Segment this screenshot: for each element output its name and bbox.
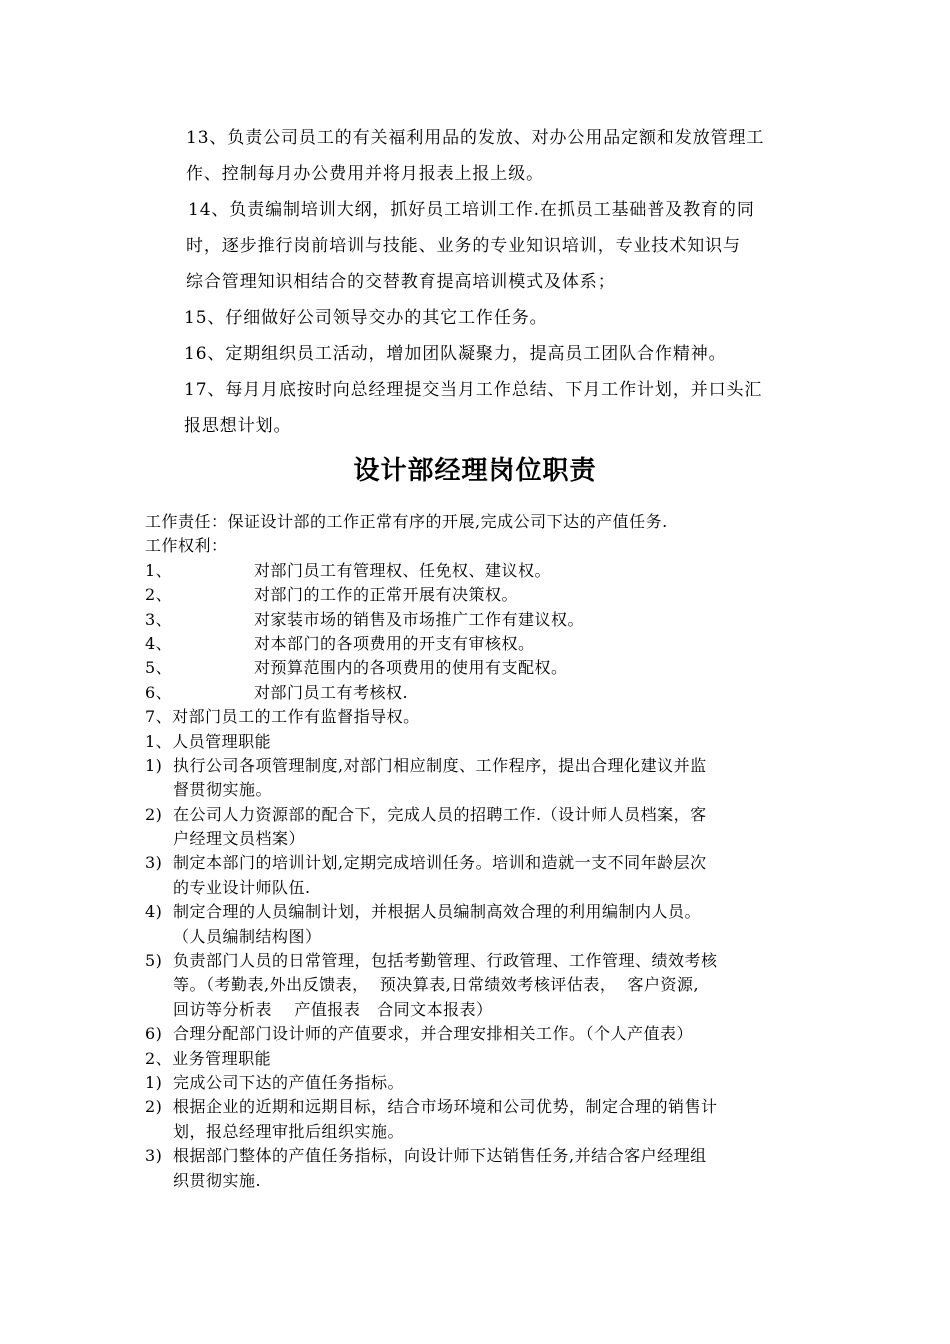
right-item-7: 7、对部门员工的工作有监督指导权。 (145, 707, 420, 727)
personnel-item-6: 6) 合理分配部门设计师的产值要求，并合理安排相关工作。（个人产值表） (145, 1024, 694, 1044)
personnel-section-title: 1、人员管理职能 (145, 731, 272, 751)
item-15: 15、仔细做好公司领导交办的其它工作任务。 (184, 308, 548, 328)
item-17 (0, 372, 950, 444)
item-17-line-2: 报思想计划。 (184, 416, 292, 436)
item-13-line-2: 作、控制每月办公费用并将月报表上报上级。 (186, 164, 544, 184)
personnel-item-4: 4) 制定合理的人员编制计划，并根据人员编制高效合理的利用编制内人员。 (145, 902, 702, 922)
right-item: 4、 对本部门的各项费用的开支有审核权。 (145, 633, 535, 653)
item-17-line-1: 17、每月月底按时向总经理提交当月工作总结、下月工作计划，并口头汇 (184, 380, 763, 400)
job-description (0, 510, 950, 1193)
right-item: 3、 对家装市场的销售及市场推广工作有建议权。 (145, 609, 585, 629)
right-item: 5、 对预算范围内的各项费用的使用有支配权。 (145, 658, 568, 678)
personnel-item-2-cont: 户经理文员档案） (173, 829, 306, 849)
item-16: 16、定期组织员工活动，增加团队凝聚力，提高员工团队合作精神。 (184, 344, 727, 364)
business-item-2: 2) 根据企业的近期和远期目标，结合市场环境和公司优势，制定合理的销售计 (145, 1097, 718, 1117)
business-item-3-cont: 织贯彻实施. (173, 1170, 262, 1190)
personnel-item-4-cont: （人员编制结构图） (173, 926, 322, 946)
personnel-item-3-cont: 的专业设计师队伍. (173, 877, 311, 897)
section-heading: 设计部经理岗位职责 (353, 456, 597, 486)
work-rights-label: 工作权利： (145, 536, 228, 556)
business-item-1: 1) 完成公司下达的产值任务指标。 (145, 1072, 405, 1092)
right-item: 1、 对部门员工有管理权、任免权、建议权。 (145, 560, 552, 580)
business-item-3: 3) 根据部门整体的产值任务指标，向设计师下达销售任务,并结合客户经理组 (145, 1146, 707, 1166)
item-14-line-3: 综合管理知识相结合的交替教育提高培训模式及体系； (186, 272, 616, 292)
personnel-item-1-cont: 督贯彻实施。 (173, 780, 273, 800)
item-13 (0, 120, 950, 192)
business-section-title: 2、业务管理职能 (145, 1048, 272, 1068)
personnel-item-5-cont: 回访等分析表 产值报表 合同文本报表） (173, 999, 493, 1019)
personnel-item-1: 1) 执行公司各项管理制度,对部门相应制度、工作程序，提出合理化建议并监 (145, 755, 707, 775)
right-item: 2、 对部门的工作的正常开展有决策权。 (145, 585, 519, 605)
item-14 (0, 192, 950, 300)
personnel-item-5: 5) 负责部门人员的日常管理，包括考勤管理、行政管理、工作管理、绩效考核 (145, 951, 718, 971)
personnel-item-2: 2) 在公司人力资源部的配合下，完成人员的招聘工作.（设计师人员档案，客 (145, 804, 707, 824)
work-responsibility: 工作责任：保证设计部的工作正常有序的开展,完成公司下达的产值任务. (145, 512, 668, 531)
item-14-line-1: 14、负责编制培训大纲，抓好员工培训工作.在抓员工基础普及教育的同 (188, 200, 755, 220)
personnel-item-5-cont: 等。（考勤表,外出反馈表， 预决算表,日常绩效考核评估表， 客户资源, (173, 975, 700, 995)
business-item-2-cont: 划，报总经理审批后组织实施。 (173, 1121, 405, 1141)
personnel-item-3: 3) 制定本部门的培训计划,定期完成培训任务。培训和造就一支不同年龄层次 (145, 853, 707, 873)
item-14-line-2: 时，逐步推行岗前培训与技能、业务的专业知识培训，专业技术知识与 (186, 236, 741, 256)
right-item: 6、 对部门员工有考核权. (145, 682, 409, 702)
item-13-line-1: 13、负责公司员工的有关福利用品的发放、对办公用品定额和发放管理工 (186, 128, 765, 148)
